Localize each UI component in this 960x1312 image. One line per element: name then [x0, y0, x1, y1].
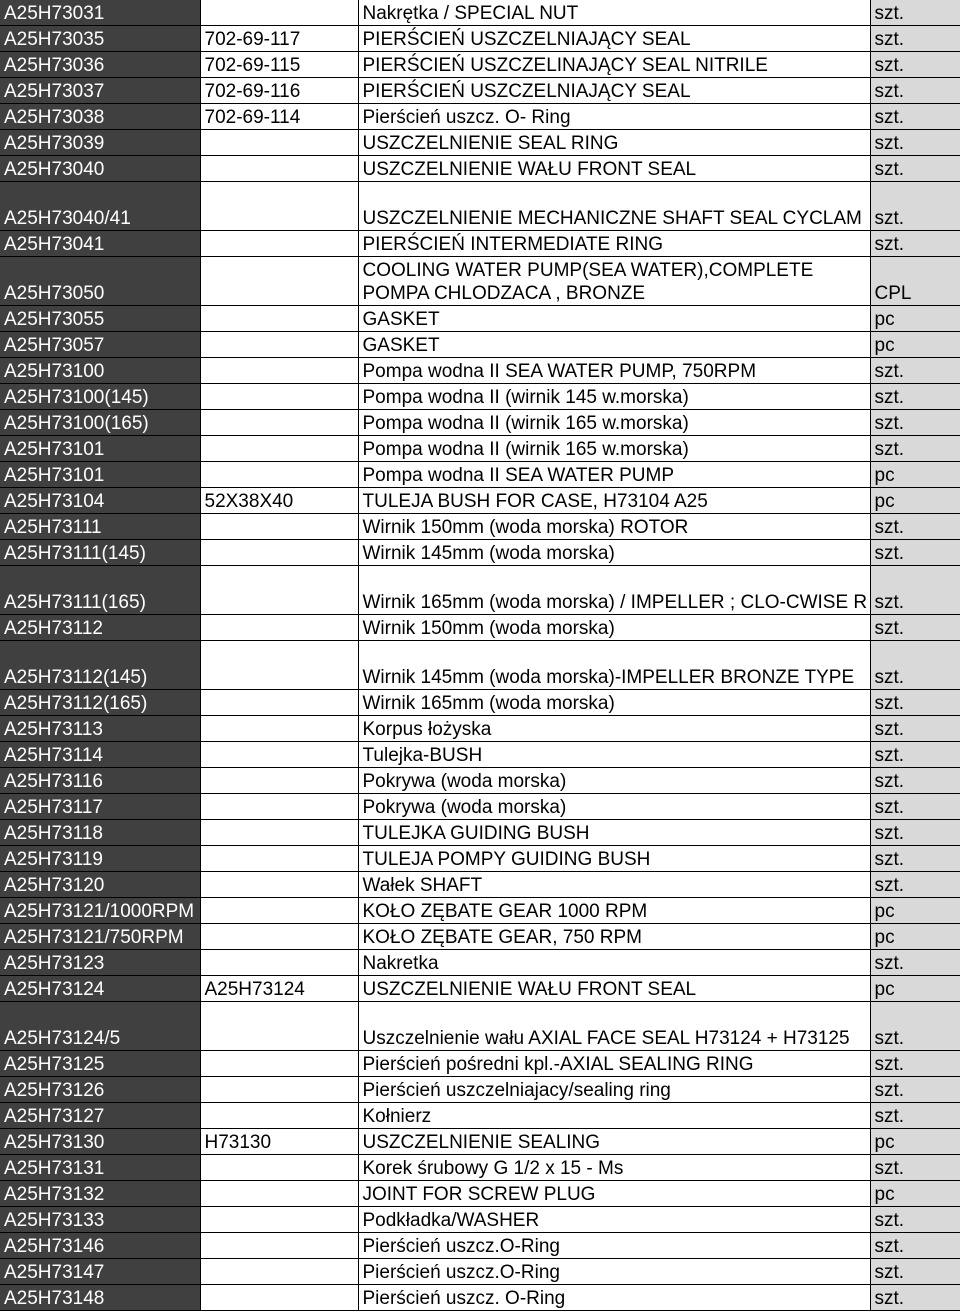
table-row: [0, 231, 960, 257]
table-row: [0, 690, 960, 716]
description-cell: Pierścień uszcz. O-Ring: [358, 1285, 870, 1311]
reference-number-cell: [200, 1207, 358, 1233]
description-cell: Pompa wodna II (wirnik 165 w.morska): [358, 410, 870, 436]
part-code-cell: A25H73036: [0, 52, 200, 78]
reference-number-cell: 702-69-116: [200, 78, 358, 104]
table-row: [0, 182, 960, 231]
unit-cell: szt.: [870, 540, 960, 566]
description-cell: Kołnierz: [358, 1103, 870, 1129]
reference-number-cell: [200, 257, 358, 306]
unit-cell: pc: [870, 1181, 960, 1207]
description-cell: [358, 182, 870, 231]
description-cell: Pierścień uszczelniajacy/sealing ring: [358, 1077, 870, 1103]
table-row: [0, 410, 960, 436]
unit-cell: szt.: [870, 1285, 960, 1311]
table-row: [0, 1002, 960, 1051]
unit-cell: szt.: [870, 130, 960, 156]
unit-cell: CPL: [870, 257, 960, 306]
reference-number-cell: 52X38X40: [200, 488, 358, 514]
table-row: [0, 1077, 960, 1103]
unit-cell: szt.: [870, 52, 960, 78]
table-row: [0, 104, 960, 130]
reference-number-cell: [200, 358, 358, 384]
description-cell: Pompa wodna II (wirnik 145 w.morska): [358, 384, 870, 410]
table-row: [0, 1181, 960, 1207]
table-row: [0, 716, 960, 742]
table-row: [0, 566, 960, 615]
table-row: [0, 872, 960, 898]
description-cell: Tulejka-BUSH: [358, 742, 870, 768]
reference-number-cell: [200, 0, 358, 26]
part-code-cell: A25H73147: [0, 1259, 200, 1285]
part-code-cell: A25H73125: [0, 1051, 200, 1077]
unit-cell: szt.: [870, 1002, 960, 1051]
table-row: [0, 257, 960, 306]
table-row: [0, 742, 960, 768]
reference-number-cell: [200, 514, 358, 540]
description-cell: PIERŚCIEŃ USZCZELNIAJĄCY SEAL: [358, 26, 870, 52]
reference-number-cell: [200, 615, 358, 641]
part-code-cell: A25H73121/750RPM: [0, 924, 200, 950]
reference-number-cell: [200, 794, 358, 820]
table-row: [0, 436, 960, 462]
description-text: COOLING WATER PUMP(SEA WATER),COMPLETE POMPA CHLODZACA , BRONZE: [362, 260, 814, 304]
unit-cell: szt.: [870, 1259, 960, 1285]
part-code-cell: A25H73121/1000RPM: [0, 898, 200, 924]
unit-cell: szt.: [870, 410, 960, 436]
description-cell: [358, 641, 870, 690]
unit-cell: szt.: [870, 716, 960, 742]
table-row: [0, 156, 960, 182]
unit-cell: pc: [870, 488, 960, 514]
table-row: [0, 768, 960, 794]
description-cell: Nakretka: [358, 950, 870, 976]
reference-number-cell: [200, 950, 358, 976]
reference-number-cell: [200, 1155, 358, 1181]
table-row: [0, 306, 960, 332]
unit-cell: szt.: [870, 78, 960, 104]
part-code-cell: A25H73123: [0, 950, 200, 976]
part-code-cell: A25H73039: [0, 130, 200, 156]
part-code-cell: A25H73112(145): [0, 641, 200, 690]
reference-number-cell: [200, 182, 358, 231]
table-row: [0, 1207, 960, 1233]
part-code-cell: A25H73119: [0, 846, 200, 872]
reference-number-cell: [200, 768, 358, 794]
part-code-cell: A25H73101: [0, 436, 200, 462]
description-cell: TULEJKA GUIDING BUSH: [358, 820, 870, 846]
description-cell: Pompa wodna II SEA WATER PUMP: [358, 462, 870, 488]
unit-cell: szt.: [870, 104, 960, 130]
description-text: Wirnik 165mm (woda morska) / IMPELLER ; CLO-CWISE R: [362, 592, 868, 613]
part-code-cell: A25H73111(165): [0, 566, 200, 615]
unit-cell: szt.: [870, 615, 960, 641]
part-code-cell: A25H73057: [0, 332, 200, 358]
part-code-cell: A25H73111: [0, 514, 200, 540]
table-row: [0, 514, 960, 540]
reference-number-cell: [200, 641, 358, 690]
unit-cell: szt.: [870, 436, 960, 462]
reference-number-cell: [200, 1051, 358, 1077]
reference-number-cell: [200, 462, 358, 488]
reference-number-cell: [200, 898, 358, 924]
description-cell: JOINT FOR SCREW PLUG: [358, 1181, 870, 1207]
description-cell: Pompa wodna II (wirnik 165 w.morska): [358, 436, 870, 462]
part-code-cell: A25H73101: [0, 462, 200, 488]
table-row: [0, 924, 960, 950]
reference-number-cell: [200, 846, 358, 872]
part-code-cell: A25H73116: [0, 768, 200, 794]
part-code-cell: A25H73148: [0, 1285, 200, 1311]
unit-cell: pc: [870, 1129, 960, 1155]
reference-number-cell: [200, 690, 358, 716]
reference-number-cell: [200, 1285, 358, 1311]
table-row: [0, 78, 960, 104]
description-cell: Wirnik 150mm (woda morska) ROTOR: [358, 514, 870, 540]
description-cell: Pokrywa (woda morska): [358, 768, 870, 794]
table-row: [0, 462, 960, 488]
table-row: [0, 384, 960, 410]
part-code-cell: A25H73146: [0, 1233, 200, 1259]
description-cell: Pierścień pośredni kpl.-AXIAL SEALING RING: [358, 1051, 870, 1077]
unit-cell: szt.: [870, 872, 960, 898]
reference-number-cell: [200, 332, 358, 358]
part-code-cell: A25H73031: [0, 0, 200, 26]
reference-number-cell: H73130: [200, 1129, 358, 1155]
reference-number-cell: 702-69-117: [200, 26, 358, 52]
part-code-cell: A25H73100(145): [0, 384, 200, 410]
unit-cell: pc: [870, 976, 960, 1002]
table-row: [0, 794, 960, 820]
description-cell: [358, 566, 870, 615]
description-cell: Pokrywa (woda morska): [358, 794, 870, 820]
part-code-cell: A25H73040: [0, 156, 200, 182]
table-row: [0, 1129, 960, 1155]
unit-cell: szt.: [870, 690, 960, 716]
part-code-cell: A25H73130: [0, 1129, 200, 1155]
reference-number-cell: [200, 1259, 358, 1285]
table-row: [0, 130, 960, 156]
description-cell: Wirnik 165mm (woda morska): [358, 690, 870, 716]
table-row: [0, 540, 960, 566]
part-code-cell: A25H73112: [0, 615, 200, 641]
unit-cell: pc: [870, 462, 960, 488]
description-cell: USZCZELNIENIE WAŁU FRONT SEAL: [358, 156, 870, 182]
unit-cell: szt.: [870, 1051, 960, 1077]
unit-cell: szt.: [870, 1207, 960, 1233]
unit-cell: szt.: [870, 846, 960, 872]
unit-cell: szt.: [870, 820, 960, 846]
description-cell: PIERŚCIEŃ USZCZELINAJĄCY SEAL NITRILE: [358, 52, 870, 78]
description-cell: PIERŚCIEŃ INTERMEDIATE RING: [358, 231, 870, 257]
part-code-cell: A25H73124/5: [0, 1002, 200, 1051]
reference-number-cell: [200, 306, 358, 332]
part-code-cell: A25H73127: [0, 1103, 200, 1129]
part-code-cell: A25H73113: [0, 716, 200, 742]
part-code-cell: A25H73132: [0, 1181, 200, 1207]
reference-number-cell: [200, 384, 358, 410]
table-row: [0, 1051, 960, 1077]
unit-cell: szt.: [870, 26, 960, 52]
unit-cell: pc: [870, 898, 960, 924]
reference-number-cell: 702-69-115: [200, 52, 358, 78]
reference-number-cell: [200, 1103, 358, 1129]
description-cell: USZCZELNIENIE SEALING: [358, 1129, 870, 1155]
part-code-cell: A25H73117: [0, 794, 200, 820]
part-code-cell: A25H73133: [0, 1207, 200, 1233]
description-cell: KOŁO ZĘBATE GEAR 1000 RPM: [358, 898, 870, 924]
unit-cell: szt.: [870, 566, 960, 615]
table-row: [0, 950, 960, 976]
unit-cell: pc: [870, 924, 960, 950]
reference-number-cell: [200, 924, 358, 950]
part-code-cell: A25H73038: [0, 104, 200, 130]
description-cell: Pierścień uszcz. O- Ring: [358, 104, 870, 130]
reference-number-cell: [200, 872, 358, 898]
reference-number-cell: [200, 130, 358, 156]
description-cell: PIERŚCIEŃ USZCZELNIAJĄCY SEAL: [358, 78, 870, 104]
table-row: [0, 976, 960, 1002]
reference-number-cell: [200, 436, 358, 462]
unit-cell: pc: [870, 306, 960, 332]
description-cell: KOŁO ZĘBATE GEAR, 750 RPM: [358, 924, 870, 950]
table-row: [0, 1233, 960, 1259]
table-row: [0, 1103, 960, 1129]
part-code-cell: A25H73124: [0, 976, 200, 1002]
part-code-cell: A25H73050: [0, 257, 200, 306]
reference-number-cell: [200, 1233, 358, 1259]
table-row: [0, 1155, 960, 1181]
description-cell: GASKET: [358, 306, 870, 332]
part-code-cell: A25H73118: [0, 820, 200, 846]
reference-number-cell: [200, 1181, 358, 1207]
part-code-cell: A25H73114: [0, 742, 200, 768]
table-row: [0, 1285, 960, 1311]
table-row: [0, 26, 960, 52]
description-cell: Korpus łożyska: [358, 716, 870, 742]
unit-cell: szt.: [870, 768, 960, 794]
description-cell: Pompa wodna II SEA WATER PUMP, 750RPM: [358, 358, 870, 384]
reference-number-cell: [200, 716, 358, 742]
part-code-cell: A25H73112(165): [0, 690, 200, 716]
part-code-cell: A25H73100(165): [0, 410, 200, 436]
unit-cell: szt.: [870, 1077, 960, 1103]
reference-number-cell: [200, 742, 358, 768]
unit-cell: szt.: [870, 182, 960, 231]
unit-cell: pc: [870, 332, 960, 358]
part-code-cell: A25H73126: [0, 1077, 200, 1103]
description-cell: USZCZELNIENIE SEAL RING: [358, 130, 870, 156]
description-cell: TULEJA POMPY GUIDING BUSH: [358, 846, 870, 872]
part-code-cell: A25H73111(145): [0, 540, 200, 566]
description-cell: Korek śrubowy G 1/2 x 15 - Ms: [358, 1155, 870, 1181]
part-code-cell: A25H73041: [0, 231, 200, 257]
description-cell: GASKET: [358, 332, 870, 358]
description-cell: Podkładka/WASHER: [358, 1207, 870, 1233]
part-code-cell: A25H73035: [0, 26, 200, 52]
part-code-cell: A25H73055: [0, 306, 200, 332]
description-cell: [358, 257, 870, 306]
table-row: [0, 615, 960, 641]
reference-number-cell: 702-69-114: [200, 104, 358, 130]
unit-cell: szt.: [870, 156, 960, 182]
table-row: [0, 488, 960, 514]
unit-cell: szt.: [870, 231, 960, 257]
description-text: USZCZELNIENIE MECHANICZNE SHAFT SEAL CYCLAM: [362, 208, 862, 229]
unit-cell: szt.: [870, 384, 960, 410]
unit-cell: szt.: [870, 950, 960, 976]
unit-cell: szt.: [870, 514, 960, 540]
part-code-cell: A25H73037: [0, 78, 200, 104]
reference-number-cell: [200, 1077, 358, 1103]
reference-number-cell: [200, 566, 358, 615]
part-code-cell: A25H73131: [0, 1155, 200, 1181]
table-row: [0, 820, 960, 846]
unit-cell: szt.: [870, 742, 960, 768]
table-row: [0, 52, 960, 78]
description-text: Wirnik 145mm (woda morska)-IMPELLER BRONZE TYPE: [362, 667, 855, 688]
part-code-cell: A25H73120: [0, 872, 200, 898]
description-text: Uszczelnienie wału AXIAL FACE SEAL H73124 + H73125: [362, 1028, 850, 1049]
unit-cell: szt.: [870, 0, 960, 26]
unit-cell: szt.: [870, 1233, 960, 1259]
description-cell: Pierścień uszcz.O-Ring: [358, 1259, 870, 1285]
reference-number-cell: [200, 820, 358, 846]
table-row: [0, 332, 960, 358]
reference-number-cell: [200, 410, 358, 436]
description-cell: TULEJA BUSH FOR CASE, H73104 A25: [358, 488, 870, 514]
description-cell: Wirnik 145mm (woda morska): [358, 540, 870, 566]
table-row: [0, 898, 960, 924]
table-row: [0, 1259, 960, 1285]
reference-number-cell: A25H73124: [200, 976, 358, 1002]
description-cell: USZCZELNIENIE WAŁU FRONT SEAL: [358, 976, 870, 1002]
part-code-cell: A25H73040/41: [0, 182, 200, 231]
unit-cell: szt.: [870, 358, 960, 384]
description-cell: Pierścień uszcz.O-Ring: [358, 1233, 870, 1259]
part-code-cell: A25H73100: [0, 358, 200, 384]
description-cell: Wałek SHAFT: [358, 872, 870, 898]
reference-number-cell: [200, 540, 358, 566]
unit-cell: szt.: [870, 1155, 960, 1181]
reference-number-cell: [200, 231, 358, 257]
part-code-cell: A25H73104: [0, 488, 200, 514]
description-cell: Nakrętka / SPECIAL NUT: [358, 0, 870, 26]
description-cell: Wirnik 150mm (woda morska): [358, 615, 870, 641]
table-row: [0, 358, 960, 384]
unit-cell: szt.: [870, 794, 960, 820]
table-row: [0, 641, 960, 690]
unit-cell: szt.: [870, 641, 960, 690]
table-row: [0, 0, 960, 26]
reference-number-cell: [200, 1002, 358, 1051]
description-cell: [358, 1002, 870, 1051]
unit-cell: szt.: [870, 1103, 960, 1129]
table-row: [0, 846, 960, 872]
reference-number-cell: [200, 156, 358, 182]
